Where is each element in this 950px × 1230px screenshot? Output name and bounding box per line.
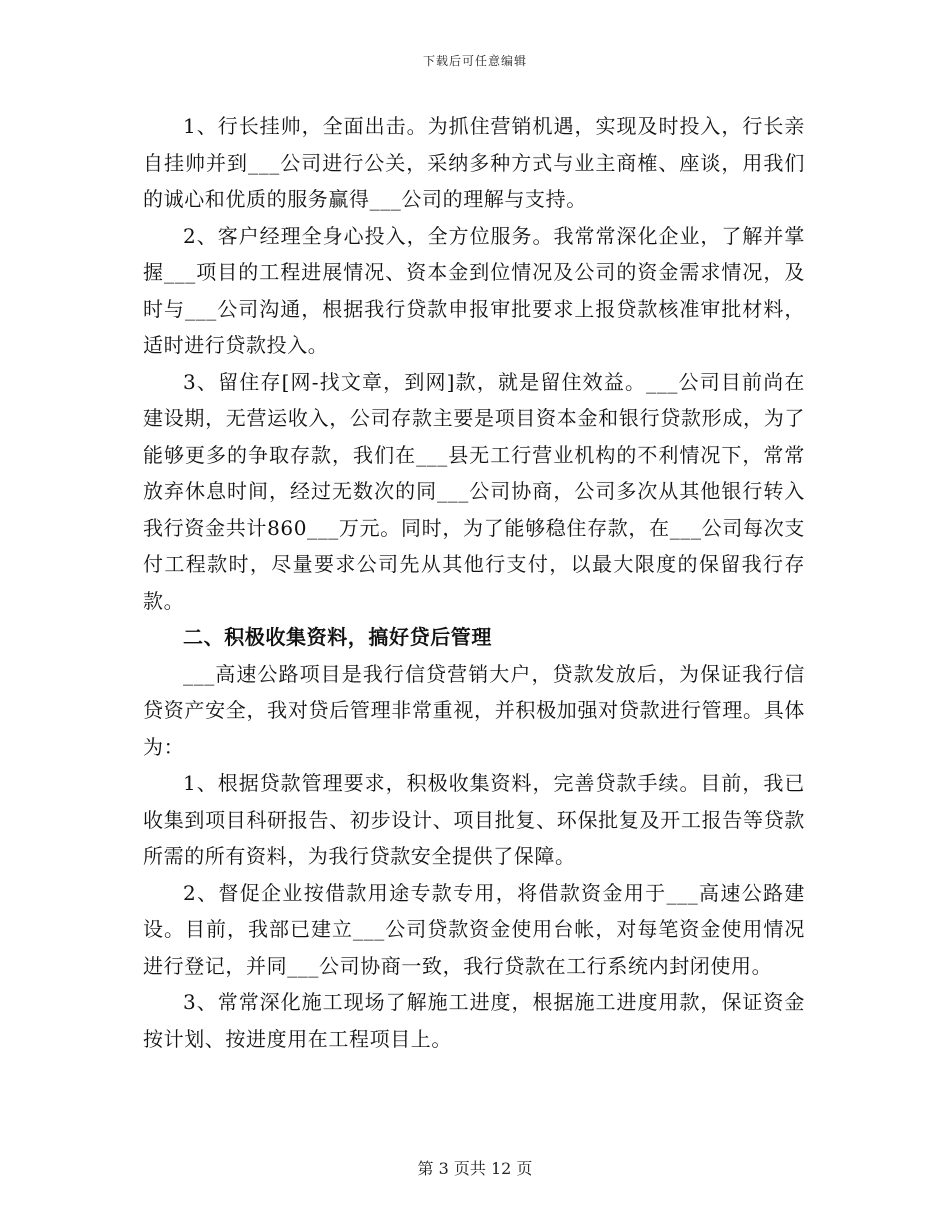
paragraph-2: 2、客户经理全身心投入，全方位服务。我常常深化企业，了解并掌握___项目的工程进展情况、资本金到位情况及公司的资金需求情况，及时与___公司沟通，根据我行贷款申报审批要求上报贷款核准审批材料，适时进行贷款投入。	[143, 223, 805, 357]
paragraph-5: 1、根据贷款管理要求，积极收集资料，完善贷款手续。目前，我已收集到项目科研报告、初步设计、项目批复、环保批复及开工报告等贷款所需的所有资料，为我行贷款安全提供了保障。	[143, 771, 805, 868]
section-heading: 二、积极收集资料，搞好贷后管理	[183, 625, 492, 649]
paragraph-6: 2、督促企业按借款用途专款专用，将借款资金用于___高速公路建设。目前，我部已建立___公司贷款资金使用台帐，对每笔资金使用情况进行登记，并同___公司协商一致，我行贷款在工行系统内封闭使用。	[143, 880, 805, 978]
paragraph-7: 3、常常深化施工现场了解施工进度，根据施工进度用款，保证资金按计划、按进度用在工程项目上。	[143, 990, 805, 1051]
paragraph-3: 3、留住存[网-找文章，到网]款，就是留住效益。___公司目前尚在建设期，无营运收入，公司存款主要是项目资本金和银行贷款形成，为了能够更多的争取存款，我们在___县无工行营业机构的不利情况下，常常放弃休息时间，经过无数次的同___公司协商，公司多次从其他银行转入我行资金共计860___万元。同时，为了能够稳住存款，在___公司每次支付工程款时，尽量要求公司先从其他行支付，以最大限度的保留我行存款。	[143, 369, 805, 613]
page-header-note: 下载后可任意编辑	[422, 54, 527, 68]
document-body	[143, 108, 805, 1057]
paragraph-1: 1、行长挂帅，全面出击。为抓住营销机遇，实现及时投入，行长亲自挂帅并到___公司进行公关，采纳多种方式与业主商榷、座谈，用我们的诚心和优质的服务赢得___公司的理解与支持。	[143, 114, 805, 211]
paragraph-4: ___高速公路项目是我行信贷营销大户，贷款发放后，为保证我行信贷资产安全，我对贷后管理非常重视，并积极加强对贷款进行管理。具体为：	[143, 661, 805, 759]
page-number-footer: 第 3 页共 12 页	[417, 1159, 533, 1178]
